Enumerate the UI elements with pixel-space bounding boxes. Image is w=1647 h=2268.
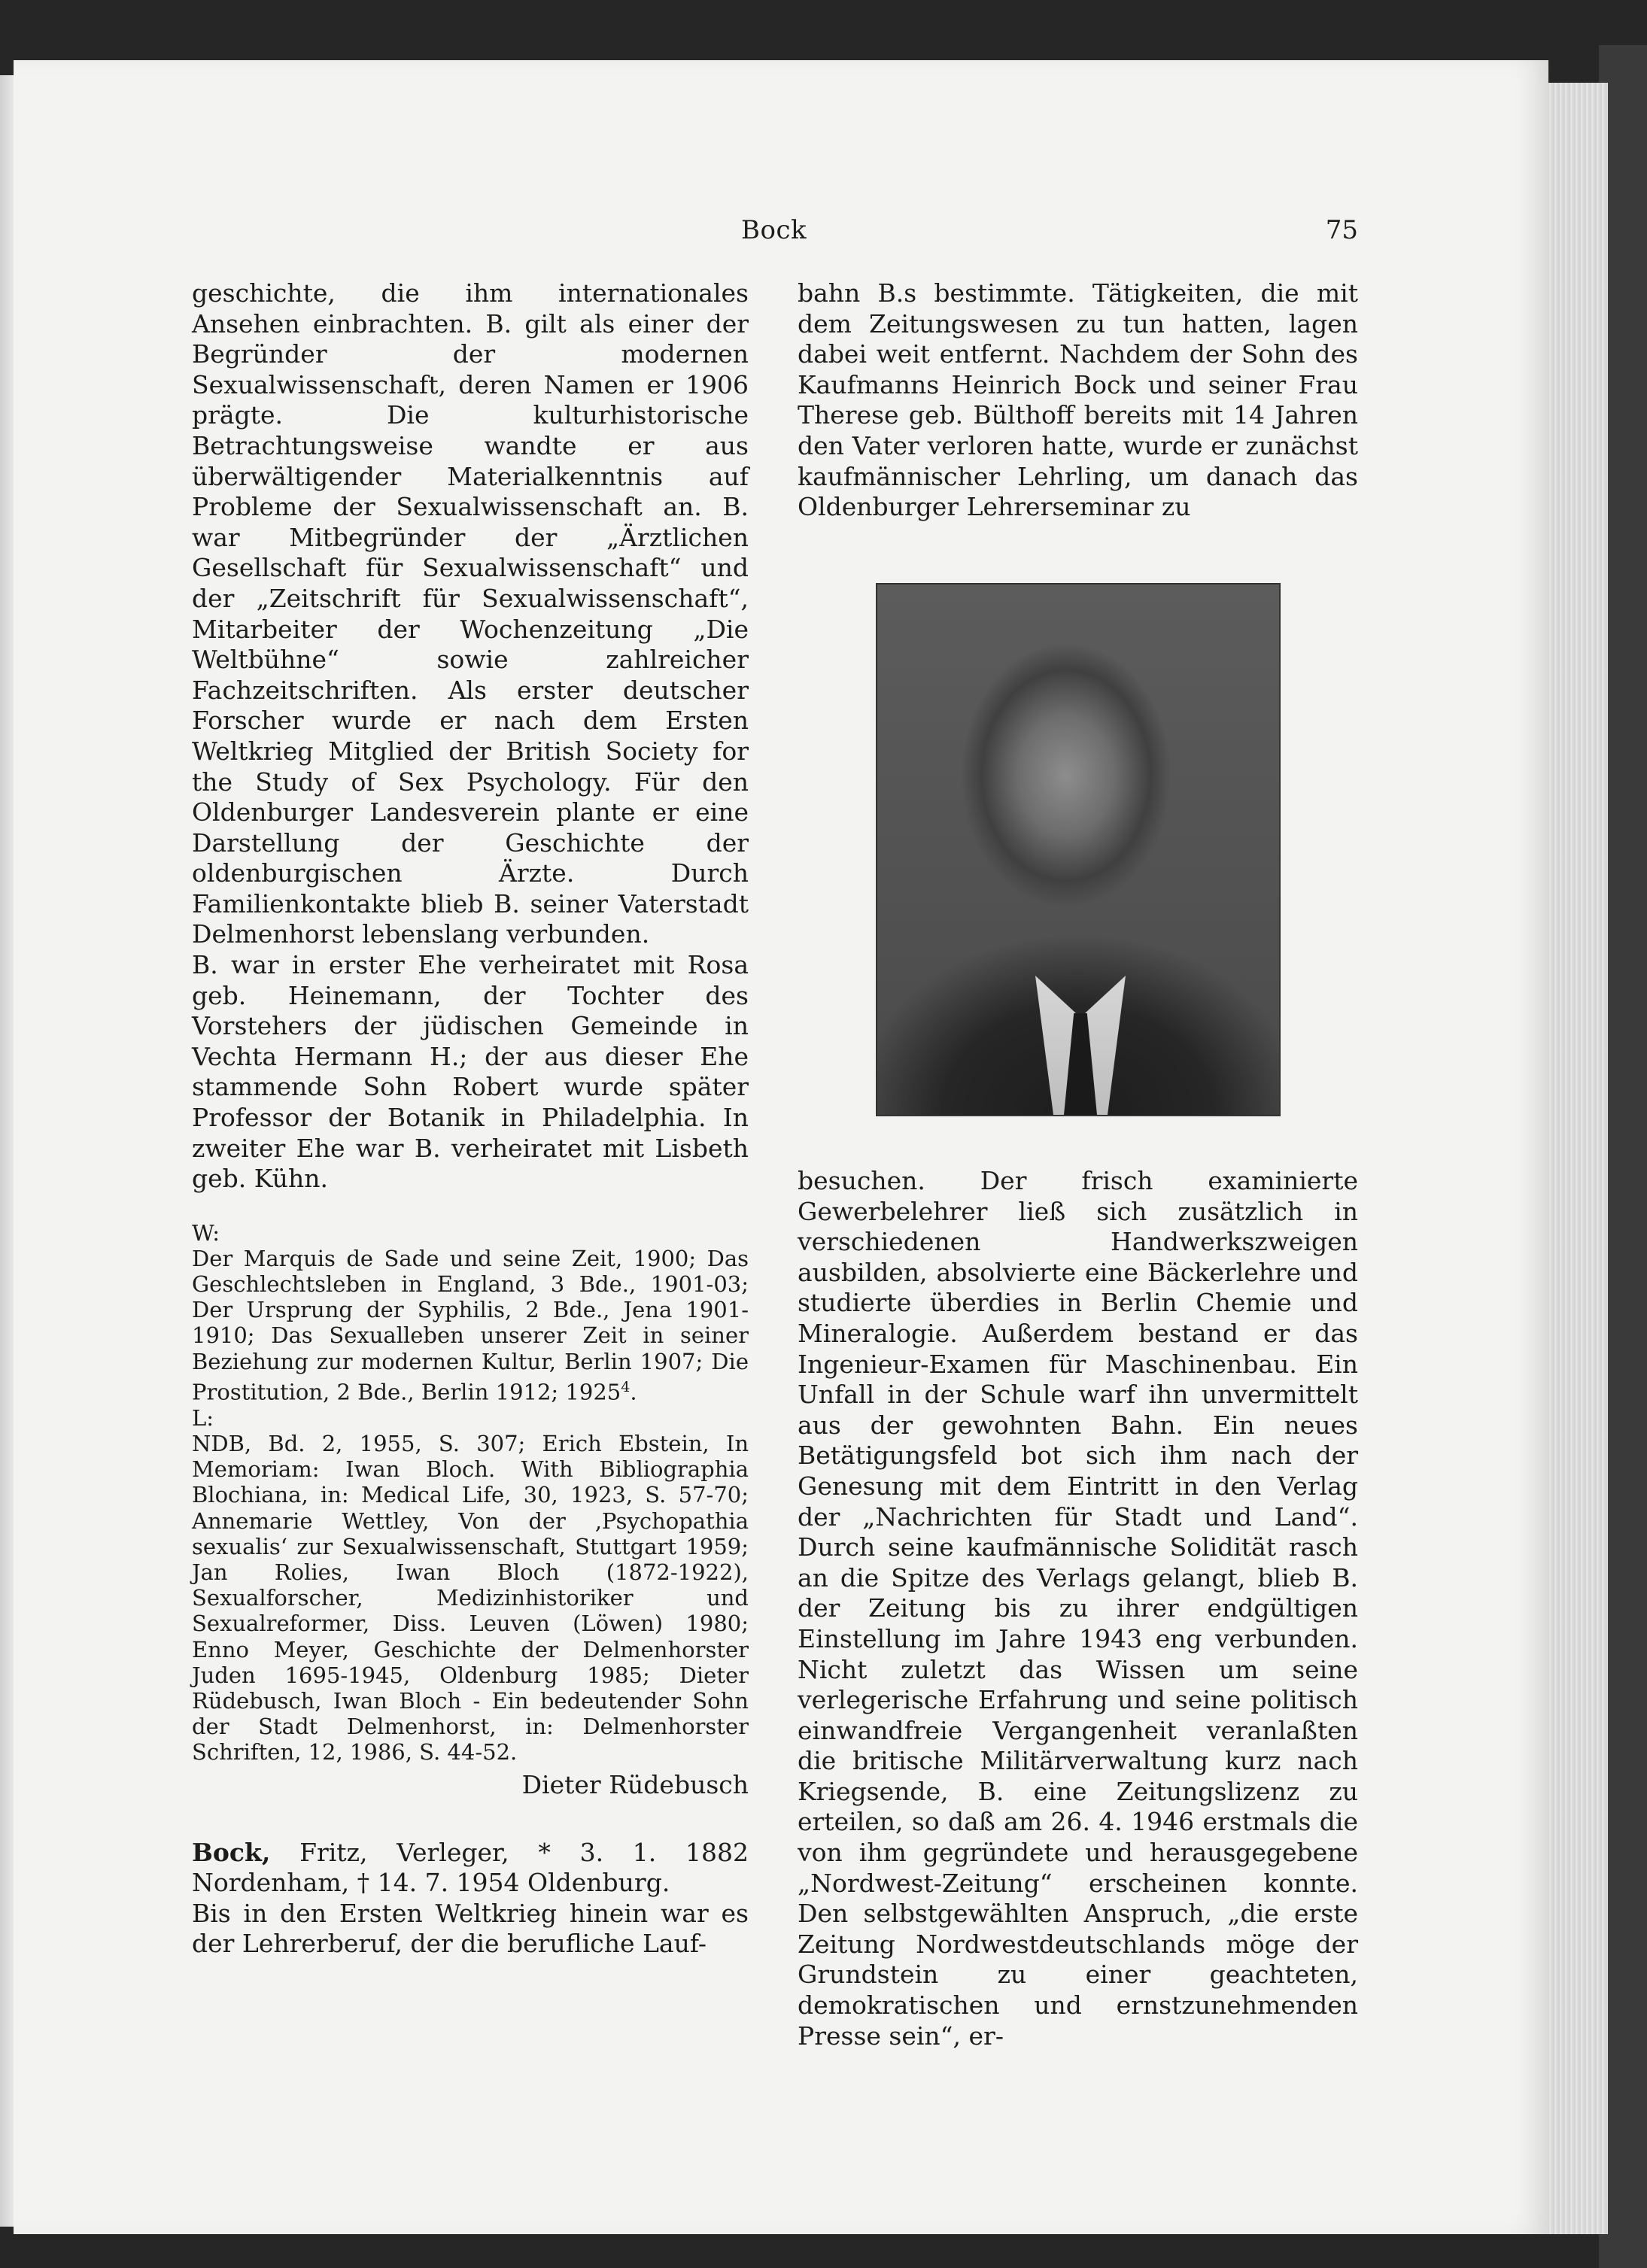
- right-column-lower: [798, 1166, 1358, 2051]
- works-end: .: [630, 1379, 637, 1405]
- bock-career-paragraph-bottom: besuchen. Der frisch examinierte Gewerbelehrer ließ sich zusätzlich in verschiedenen Handwerkszweigen ausbilden, absolvierte eine Bäckerlehre und studierte überdies in Berlin Chemie und Mineralogie. Außerdem bestand er das Ingenieur-Examen für Maschinenbau. Ein Unfall in der Schule warf ihn unvermittelt aus der gewohnten Bahn. Ein neues Betätigungsfeld bot sich ihm nach der Genesung mit dem Eintritt in den Verlag der „Nachrichten für Stadt und Land“. Durch seine kaufmännische Solidität rasch an die Spitze des Verlags gelangt, blieb B. der Zeitung bis zu ihrer endgültigen Einstellung im Jahre 1943 eng verbunden. Nicht zuletzt das Wissen um seine verlegerische Erfahrung und seine politisch einwandfreie Vergangenheit veranlaßten die britische Militärverwaltung kurz nach Kriegsende, B. eine Zeitungslizenz zu erteilen, so daß am 26. 4. 1946 erstmals die von ihm gegründete und herausgegebene „Nordwest-Zeitung“ erscheinen konnte. Den selbstgewählten Anspruch, „die erste Zeitung Nordwestdeutschlands möge der Grundstein zu einer geachteten, demokratischen und ernstzunehmenden Presse sein“, er-: [798, 1166, 1358, 2051]
- bock-entry-heading: [192, 1838, 749, 1899]
- works-label: W:: [192, 1219, 220, 1246]
- article-author: Dieter Rüdebusch: [521, 1769, 749, 1799]
- works-text: Der Marquis de Sade und seine Zeit, 1900; Das Geschlechtsleben in England, 3 Bde., 1901-03; Der Ursprung der Syphilis, 2 Bde., Jena 1901-1910; Das Sexualleben unserer Zeit in seiner Beziehung zur modernen Kultur, Berlin 1907; Die Prostitution, 2 Bde., Berlin 1912; 1925: [192, 1245, 749, 1405]
- literature-list: NDB, Bd. 2, 1955, S. 307; Erich Ebstein, In Memoriam: Iwan Bloch. With Bibliographia Blochiana, in: Medical Life, 30, 1923, S. 57-70; Annemarie Wettley, Von der ‚Psychopathia sexualis‘ zur Sexualwissenschaft, Stuttgart 1959; Jan Rolies, Iwan Bloch (1872-1922), Sexualforscher, Medizinhistoriker und Sexualreformer, Diss. Leuven (Löwen) 1980; Enno Meyer, Geschichte der Delmenhorster Juden 1695-1945, Oldenburg 1985; Dieter Rüdebusch, Iwan Bloch - Ein bedeutender Sohn der Stadt Delmenhorst, in: Delmenhorster Schriften, 12, 1986, S. 44-52.: [192, 1430, 749, 1766]
- page-number: 75: [1325, 215, 1358, 245]
- right-column: [798, 278, 1358, 523]
- running-title: Bock: [741, 215, 807, 245]
- bock-entry-paragraph: Bis in den Ersten Weltkrieg hinein war es der Lehrerberuf, der die berufliche Lauf-: [192, 1898, 749, 1959]
- works-edition-superscript: 4: [621, 1378, 631, 1395]
- works-list: [192, 1246, 749, 1405]
- portrait-photo: [876, 583, 1281, 1116]
- left-column: [192, 278, 749, 1960]
- bock-career-paragraph-top: bahn B.s bestimmte. Tätigkeiten, die mit dem Zeitungswesen zu tun hatten, lagen dabei weit entfernt. Nachdem der Sohn des Kaufmanns Heinrich Bock und seiner Frau Therese geb. Bülthoff bereits mit 14 Jahren den Vater verloren hatte, wurde er zunächst kaufmännischer Lehrling, um danach das Oldenburger Lehrerseminar zu: [798, 278, 1358, 522]
- literature-label: L:: [192, 1404, 214, 1431]
- facing-page-edge: [0, 75, 14, 2227]
- entry-lemma: Bock,: [192, 1837, 271, 1867]
- bloch-family-paragraph: B. war in erster Ehe verheiratet mit Rosa geb. Heinemann, der Tochter des Vorstehers der jüdischen Gemeinde in Vechta Hermann H.; der aus dieser Ehe stammende Sohn Robert wurde später Professor der Botanik in Philadelphia. In zweiter Ehe war B. verheiratet mit Lisbeth geb. Kühn.: [192, 950, 749, 1194]
- page-header: [192, 215, 1358, 251]
- entry-life-dates: Fritz, Verleger, * 3. 1. 1882 Nordenham, † 14. 7. 1954 Oldenburg.: [192, 1837, 749, 1898]
- bloch-biography-paragraph: geschichte, die ihm internationales Ansehen einbrachten. B. gilt als einer der Begründer der modernen Sexualwissenschaft, deren Namen er 1906 prägte. Die kulturhistorische Betrachtungsweise wandte er aus überwältigender Materialkenntnis auf Probleme der Sexualwissenschaft an. B. war Mitbegründer der „Ärztlichen Gesellschaft für Sexualwissenschaft“ und der „Zeitschrift für Sexualwissenschaft“, Mitarbeiter der Wochenzeitung „Die Weltbühne“ sowie zahlreicher Fachzeitschriften. Als erster deutscher Forscher wurde er nach dem Ersten Weltkrieg Mitglied der British Society for the Study of Sex Psychology. Für den Oldenburger Landesverein plante er eine Darstellung der Geschichte der oldenburgischen Ärzte. Durch Familienkontakte blieb B. seiner Vaterstadt Delmenhorst lebenslang verbunden.: [192, 278, 749, 949]
